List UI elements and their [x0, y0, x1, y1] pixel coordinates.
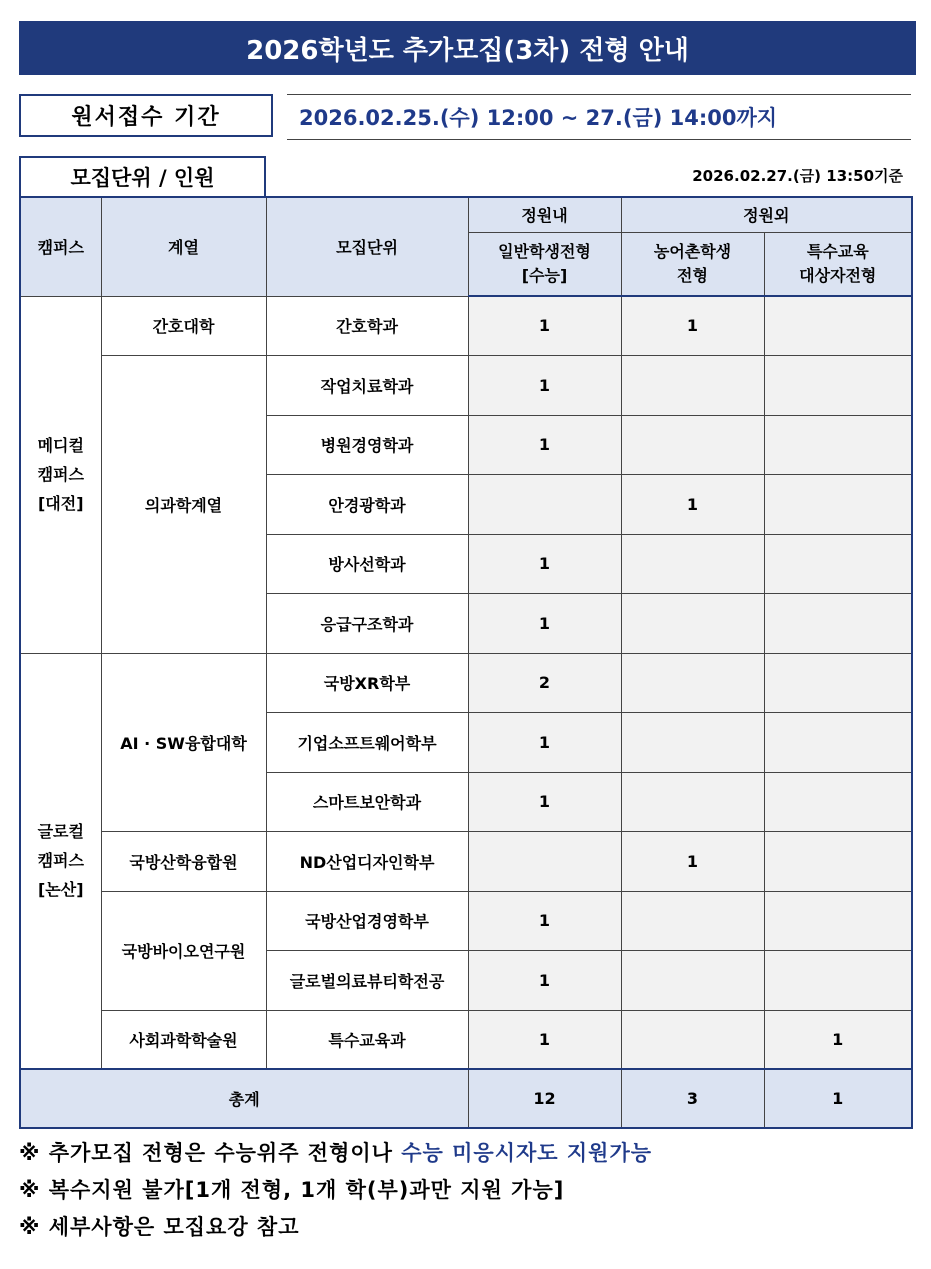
total-general: 12 [468, 1069, 621, 1128]
general-count: 1 [468, 891, 621, 950]
rural-count [621, 1010, 764, 1069]
unit-cell: 글로벌의료뷰티학전공 [266, 950, 468, 1010]
division-cell: 사회과학학술원 [101, 1010, 266, 1069]
campus-glocal: 글로컬 캠퍼스 [논산] [20, 653, 101, 1069]
unit-cell: 안경광학과 [266, 474, 468, 534]
special-count [764, 891, 912, 950]
general-count: 1 [468, 355, 621, 415]
header-general-track: 일반학생전형 [수능] [468, 232, 621, 296]
general-count: 1 [468, 296, 621, 355]
special-count [764, 831, 912, 891]
general-count: 1 [468, 593, 621, 653]
special-count [764, 772, 912, 831]
rural-count [621, 415, 764, 474]
general-count [468, 831, 621, 891]
special-count [764, 593, 912, 653]
unit-cell: 국방XR학부 [266, 653, 468, 712]
special-count [764, 534, 912, 593]
note-1-highlight: 수능 미응시자도 지원가능 [401, 1141, 653, 1165]
header-special-ed-track: 특수교육 대상자전형 [764, 232, 912, 296]
page-title: 2026학년도 추가모집(3차) 전형 안내 [19, 21, 916, 75]
general-count: 1 [468, 415, 621, 474]
recruitment-table [19, 196, 913, 1129]
special-count [764, 415, 912, 474]
total-label: 총계 [20, 1069, 468, 1128]
special-count: 1 [764, 1010, 912, 1069]
recruitment-units-label: 모집단위 / 인원 [19, 156, 266, 196]
division-cell: 국방산학융합원 [101, 831, 266, 891]
unit-cell: 방사선학과 [266, 534, 468, 593]
total-rural: 3 [621, 1069, 764, 1128]
unit-cell: 응급구조학과 [266, 593, 468, 653]
division-cell: 의과학계열 [101, 355, 266, 653]
header-division: 계열 [101, 197, 266, 296]
general-count [468, 474, 621, 534]
total-special: 1 [764, 1069, 912, 1128]
note-3: ※ 세부사항은 모집요강 참고 [19, 1215, 300, 1239]
division-cell: 국방바이오연구원 [101, 891, 266, 1010]
note-1-text: ※ 추가모집 전형은 수능위주 전형이나 [19, 1141, 402, 1165]
unit-cell: 스마트보안학과 [266, 772, 468, 831]
application-period-label: 원서접수 기간 [19, 94, 273, 137]
rural-count: 1 [621, 296, 764, 355]
campus-medical: 메디컬 캠퍼스 [대전] [20, 296, 101, 653]
general-count: 1 [468, 712, 621, 772]
header-rural-track: 농어촌학생 전형 [621, 232, 764, 296]
unit-cell: ND산업디자인학부 [266, 831, 468, 891]
header-within-quota: 정원내 [468, 197, 621, 232]
unit-cell: 기업소프트웨어학부 [266, 712, 468, 772]
general-count: 2 [468, 653, 621, 712]
note-2: ※ 복수지원 불가[1개 전형, 1개 학(부)과만 지원 가능] [19, 1178, 565, 1202]
table-row [20, 355, 912, 415]
rural-count: 1 [621, 474, 764, 534]
table-row [20, 296, 912, 355]
general-count: 1 [468, 1010, 621, 1069]
division-cell: 간호대학 [101, 296, 266, 355]
general-count: 1 [468, 534, 621, 593]
table-row [20, 831, 912, 891]
table-row [20, 653, 912, 712]
rural-count [621, 534, 764, 593]
table-row [20, 891, 912, 950]
rural-count [621, 891, 764, 950]
special-count [764, 712, 912, 772]
special-count [764, 653, 912, 712]
note-1 [19, 1138, 652, 1175]
rural-count [621, 653, 764, 712]
total-row [20, 1069, 912, 1128]
header-campus: 캠퍼스 [20, 197, 101, 296]
special-count [764, 355, 912, 415]
rural-count [621, 712, 764, 772]
rural-count [621, 772, 764, 831]
general-count: 1 [468, 772, 621, 831]
header-unit: 모집단위 [266, 197, 468, 296]
unit-cell: 국방산업경영학부 [266, 891, 468, 950]
rural-count [621, 593, 764, 653]
application-period-value: 2026.02.25.(수) 12:00 ~ 27.(금) 14:00까지 [287, 94, 911, 140]
rural-count [621, 950, 764, 1010]
special-count [764, 474, 912, 534]
table-row [20, 1010, 912, 1069]
unit-cell: 병원경영학과 [266, 415, 468, 474]
unit-cell: 특수교육과 [266, 1010, 468, 1069]
special-count [764, 296, 912, 355]
unit-cell: 작업치료학과 [266, 355, 468, 415]
as-of-timestamp: 2026.02.27.(금) 13:50기준 [692, 167, 903, 185]
division-cell: AI · SW융합대학 [101, 653, 266, 831]
header-outside-quota: 정원외 [621, 197, 912, 232]
rural-count [621, 355, 764, 415]
special-count [764, 950, 912, 1010]
general-count: 1 [468, 950, 621, 1010]
notes [19, 1138, 652, 1249]
unit-cell: 간호학과 [266, 296, 468, 355]
rural-count: 1 [621, 831, 764, 891]
